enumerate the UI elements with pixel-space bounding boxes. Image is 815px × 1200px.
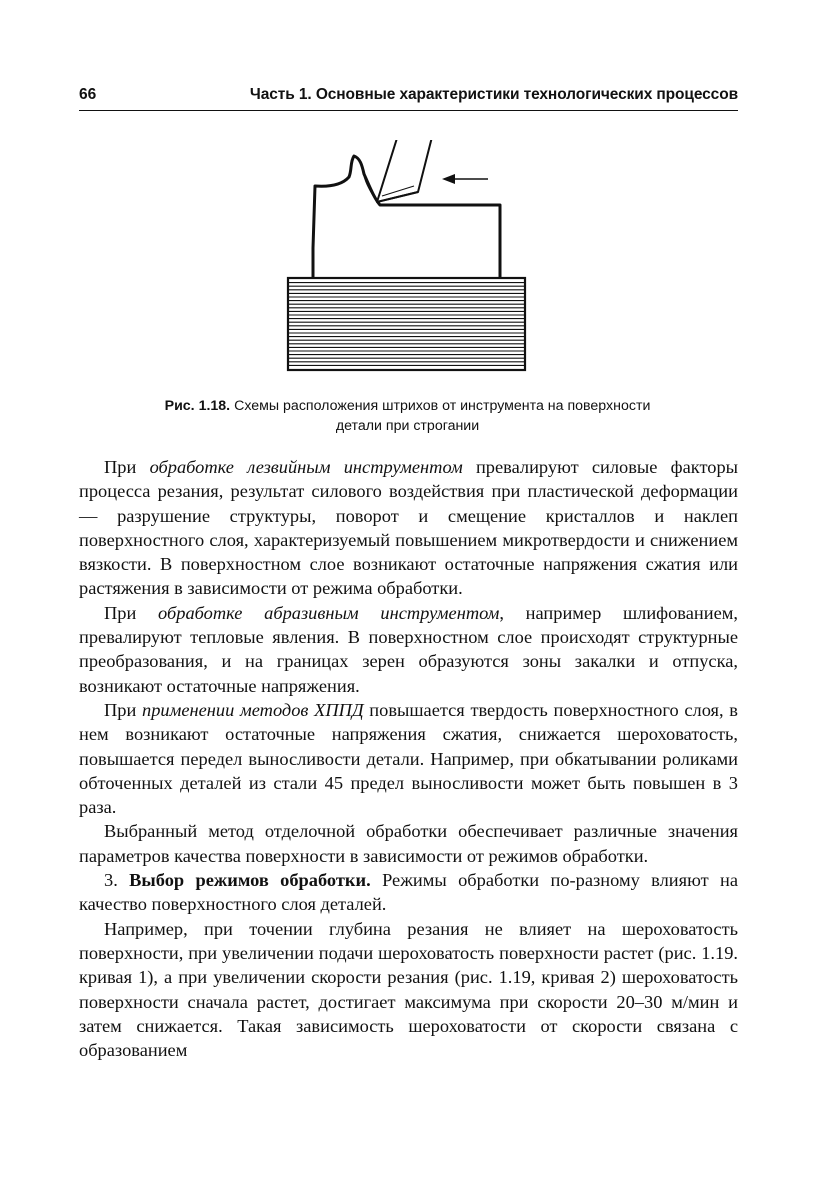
caption-line1: Схемы расположения штрихов от инструмента на поверхности [234, 398, 651, 414]
figure-caption [90, 396, 725, 436]
running-header [79, 80, 738, 111]
text-run: превалируют силовые факторы процесса резания, результат силового воздействия при пластической деформации — разрушение структуры, поворот и смещение кристаллов и наклеп поверхностного слоя, характеризуемый повышением микротвердости и снижением вязкости. В поверхностном слое возникают остаточные напряжения сжатия или растяжения в зависимости от режима обработки. [79, 457, 738, 599]
text-run: Режимы обработки по-разному влияют на качество поверхностного слоя деталей. [79, 870, 738, 915]
text-run: При [104, 457, 150, 477]
text-run: При [104, 699, 143, 720]
text-run: Например, при точении глубина резания не влияет на шероховатость поверхности, при увеличении подачи шероховатость поверхности растет (рис. 1.19. кривая 1), а при увеличении скорости резания (рис. 1.19, кривая 2) шероховатость поверхности сначала растет, достигает максимума при скорости 20–30 м/мин и затем снижается. Такая зависимость шероховатости от скорости связана с образованием [79, 918, 738, 1061]
running-title: Часть 1. Основные характеристики технологических процессов [249, 86, 738, 103]
text-run: При [104, 602, 159, 623]
paragraph-5 [79, 868, 738, 917]
text-run: , например шлифованием, превалируют тепловые явления. В поверхностном слое происходят структурные преобразования, и на границах зерен образуются зоны закалки и отпуска, возникают остаточные напряжения. [79, 602, 738, 696]
paragraph-3 [79, 698, 738, 819]
feed-direction-arrow [442, 174, 488, 184]
paragraph-2 [79, 601, 738, 698]
figure-1-18 [0, 140, 815, 390]
paragraph-6 [79, 917, 738, 1063]
body-text [79, 455, 738, 1062]
text-run: повышается твердость поверхностного слоя, в нем возникают остаточные напряжения сжатия, снижается шероховатость, повышается передел выносливости детали. Например, при обкатывании роликами обточенных деталей из стали 45 предел выносливости может быть повышен в 3 раза. [79, 699, 738, 818]
bold-heading: Выбор режимов обработки. [129, 870, 371, 891]
text-run: 3. [104, 870, 130, 891]
caption-line2: детали при строгании [335, 418, 480, 434]
italic-term: обработке лезвийным инструментом [149, 457, 463, 477]
hatched-surface-plate [288, 278, 525, 370]
italic-term: применении методов ХППД [142, 699, 364, 720]
paragraph-1 [79, 455, 738, 601]
italic-term: обработке абразивным инструментом [158, 602, 500, 623]
cutting-tool [377, 140, 432, 202]
text-run: Выбранный метод отделочной обработки обеспечивает различные значения параметров качества поверхности в зависимости от режимов обработки. [79, 821, 738, 866]
plate-border [288, 278, 525, 370]
figure-label: Рис. 1.18. [164, 398, 231, 414]
page-number: 66 [79, 86, 97, 103]
paragraph-4 [79, 819, 738, 868]
